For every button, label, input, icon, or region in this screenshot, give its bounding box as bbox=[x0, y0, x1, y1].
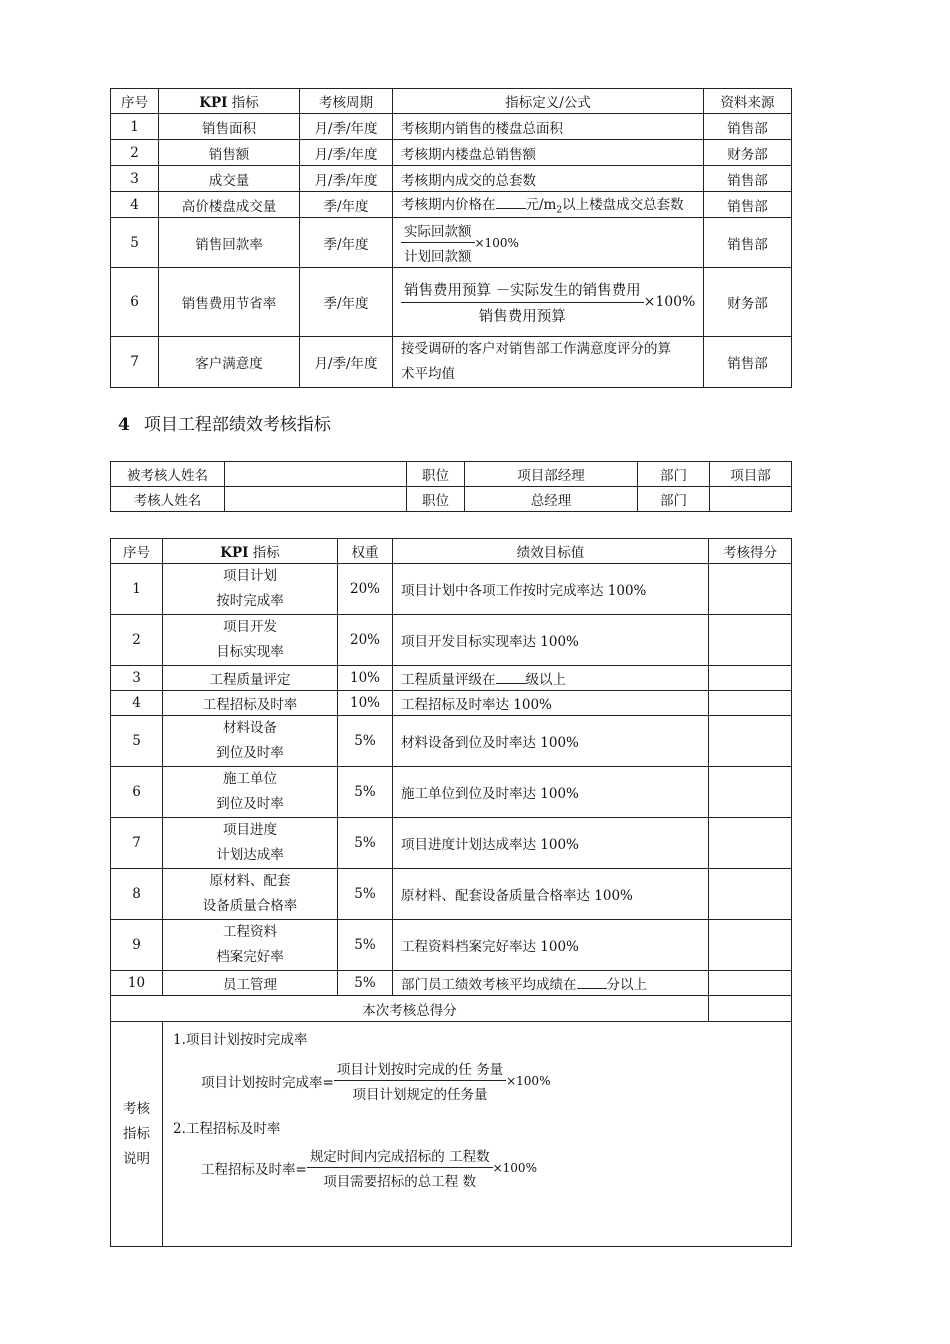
table-row bbox=[111, 818, 792, 869]
row-no: 6 bbox=[111, 268, 159, 337]
table-header-row bbox=[111, 89, 792, 114]
row-weight: 5% bbox=[338, 869, 393, 920]
score-cell[interactable] bbox=[709, 869, 792, 920]
header-target: 绩效目标值 bbox=[393, 539, 709, 564]
kpi-line-2: 计划达成率 bbox=[216, 847, 284, 863]
kpi-table-engineering bbox=[110, 538, 792, 1247]
total-row bbox=[111, 996, 792, 1022]
row-kpi: 销售额 bbox=[159, 140, 300, 166]
kpi-line-1: 项目进度 bbox=[223, 822, 277, 838]
formula bbox=[201, 1145, 791, 1190]
table-row bbox=[111, 114, 792, 140]
kpi-line-1: 项目开发 bbox=[223, 619, 277, 635]
row-weight: 5% bbox=[338, 716, 393, 767]
table-row bbox=[111, 192, 792, 218]
row-kpi bbox=[163, 767, 338, 818]
header-kpi-suffix: 指标 bbox=[252, 545, 280, 561]
table-row bbox=[111, 869, 792, 920]
multiplier: ×100% bbox=[474, 235, 519, 250]
row-weight: 20% bbox=[338, 615, 393, 666]
position-value: 总经理 bbox=[465, 487, 638, 512]
explanation-item-title: 1.项目计划按时完成率 bbox=[173, 1032, 308, 1048]
table-row bbox=[111, 166, 792, 192]
formula bbox=[401, 279, 703, 326]
row-no: 7 bbox=[111, 818, 163, 869]
multiplier: ×100% bbox=[506, 1073, 551, 1088]
def-part-c: 以上楼盘成交总套数 bbox=[562, 197, 684, 214]
row-target: 施工单位到位及时率达 100% bbox=[393, 767, 709, 818]
row-target: 项目开发目标实现率达 100% bbox=[393, 615, 709, 666]
fraction-numerator: 实际回款额 bbox=[401, 220, 475, 243]
row-no: 2 bbox=[111, 615, 163, 666]
table-row bbox=[111, 920, 792, 971]
row-weight: 10% bbox=[338, 666, 393, 691]
target-part-a: 工程质量评级在 bbox=[401, 672, 496, 688]
kpi-line-2: 目标实现率 bbox=[216, 644, 284, 660]
row-weight: 10% bbox=[338, 691, 393, 716]
table-row bbox=[111, 666, 792, 691]
kpi-line-1: 工程资料 bbox=[223, 924, 277, 940]
fraction-numerator: 销售费用预算 －实际发生的销售费用 bbox=[401, 279, 644, 303]
row-period: 季/年度 bbox=[300, 268, 393, 337]
row-target: 项目计划中各项工作按时完成率达 100% bbox=[393, 564, 709, 615]
department-value: 项目部 bbox=[710, 462, 792, 487]
row-formula bbox=[393, 268, 704, 337]
score-cell[interactable] bbox=[709, 564, 792, 615]
kpi-line-2: 到位及时率 bbox=[216, 745, 284, 761]
assessor-name-field[interactable] bbox=[225, 487, 407, 512]
explanation-content bbox=[163, 1022, 792, 1247]
explanation-label-line: 说明 bbox=[123, 1150, 150, 1167]
row-no: 5 bbox=[111, 716, 163, 767]
row-weight: 5% bbox=[338, 920, 393, 971]
row-kpi bbox=[163, 716, 338, 767]
score-cell[interactable] bbox=[709, 716, 792, 767]
kpi-table-sales bbox=[110, 88, 792, 388]
row-weight: 5% bbox=[338, 767, 393, 818]
table-row bbox=[111, 218, 792, 268]
position-label: 职位 bbox=[407, 462, 465, 487]
assessee-info-table bbox=[110, 461, 792, 512]
score-cell[interactable] bbox=[709, 767, 792, 818]
row-definition bbox=[393, 337, 704, 388]
row-kpi: 销售回款率 bbox=[159, 218, 300, 268]
formula-lhs: 工程招标及时率= bbox=[201, 1161, 307, 1178]
info-row bbox=[111, 462, 792, 487]
fill-blank bbox=[577, 978, 607, 989]
multiplier: ×100% bbox=[643, 294, 696, 310]
assessor-name-label: 考核人姓名 bbox=[111, 487, 225, 512]
target-part-b: 分以上 bbox=[606, 977, 647, 993]
total-score-label: 本次考核总得分 bbox=[111, 996, 709, 1022]
row-target: 工程招标及时率达 100% bbox=[393, 691, 709, 716]
row-target: 项目进度计划达成率达 100% bbox=[393, 818, 709, 869]
row-target: 原材料、配套设备质量合格率达 100% bbox=[393, 869, 709, 920]
row-kpi: 高价楼盘成交量 bbox=[159, 192, 300, 218]
row-target: 材料设备到位及时率达 100% bbox=[393, 716, 709, 767]
row-definition: 考核期内销售的楼盘总面积 bbox=[393, 114, 704, 140]
def-part-a: 考核期内价格在 bbox=[401, 197, 496, 214]
row-weight: 5% bbox=[338, 971, 393, 996]
explanation-item-title: 2.工程招标及时率 bbox=[173, 1121, 281, 1137]
explanation-label bbox=[111, 1022, 163, 1247]
department-label: 部门 bbox=[638, 462, 710, 487]
row-weight: 20% bbox=[338, 564, 393, 615]
row-no: 9 bbox=[111, 920, 163, 971]
row-no: 10 bbox=[111, 971, 163, 996]
score-cell[interactable] bbox=[709, 666, 792, 691]
def-line-1: 接受调研的客户对销售部工作满意度评分的算 bbox=[401, 341, 671, 357]
row-source: 销售部 bbox=[704, 166, 792, 192]
score-cell[interactable] bbox=[709, 920, 792, 971]
row-formula bbox=[393, 218, 704, 268]
multiplier: ×100% bbox=[492, 1160, 537, 1175]
row-kpi: 员工管理 bbox=[163, 971, 338, 996]
row-period: 月/季/年度 bbox=[300, 166, 393, 192]
row-definition: 考核期内成交的总套数 bbox=[393, 166, 704, 192]
header-source: 资料来源 bbox=[704, 89, 792, 114]
kpi-line-1: 原材料、配套 bbox=[209, 873, 291, 889]
department-label: 部门 bbox=[638, 487, 710, 512]
explanation-label-line: 指标 bbox=[123, 1125, 150, 1142]
row-definition bbox=[393, 192, 704, 218]
target-part-b: 级以上 bbox=[525, 672, 566, 688]
header-score: 考核得分 bbox=[709, 539, 792, 564]
row-source: 销售部 bbox=[704, 218, 792, 268]
fill-blank bbox=[496, 198, 526, 209]
header-no: 序号 bbox=[111, 539, 163, 564]
row-no: 4 bbox=[111, 192, 159, 218]
kpi-line-2: 设备质量合格率 bbox=[202, 898, 298, 914]
row-kpi bbox=[163, 564, 338, 615]
fraction-denominator: 计划回款额 bbox=[404, 249, 472, 265]
kpi-line-2: 按时完成率 bbox=[216, 593, 284, 609]
row-kpi bbox=[163, 920, 338, 971]
row-target: 工程资料档案完好率达 100% bbox=[393, 920, 709, 971]
score-cell[interactable] bbox=[709, 971, 792, 996]
section-title: 项目工程部绩效考核指标 bbox=[143, 415, 331, 435]
row-no: 1 bbox=[111, 114, 159, 140]
row-source: 财务部 bbox=[704, 140, 792, 166]
fraction bbox=[401, 279, 644, 326]
row-kpi: 客户满意度 bbox=[159, 337, 300, 388]
fraction-denominator: 项目需要招标的总工程 数 bbox=[323, 1174, 477, 1190]
table-row bbox=[111, 337, 792, 388]
row-weight: 5% bbox=[338, 818, 393, 869]
row-period: 季/年度 bbox=[300, 192, 393, 218]
table-row bbox=[111, 268, 792, 337]
info-row bbox=[111, 487, 792, 512]
header-kpi bbox=[163, 539, 338, 564]
kpi-line-1: 项目计划 bbox=[223, 568, 277, 584]
row-kpi: 工程招标及时率 bbox=[163, 691, 338, 716]
row-kpi: 工程质量评定 bbox=[163, 666, 338, 691]
header-kpi-suffix: 指标 bbox=[231, 95, 259, 111]
kpi-line-1: 施工单位 bbox=[223, 771, 277, 787]
row-no: 5 bbox=[111, 218, 159, 268]
row-target bbox=[393, 971, 709, 996]
fraction-denominator: 项目计划规定的任务量 bbox=[352, 1087, 488, 1103]
row-period: 月/季/年度 bbox=[300, 337, 393, 388]
target-part-a: 部门员工绩效考核平均成绩在 bbox=[401, 977, 577, 993]
section-number: 4 bbox=[118, 415, 130, 435]
score-cell[interactable] bbox=[709, 818, 792, 869]
row-period: 季/年度 bbox=[300, 218, 393, 268]
table-row bbox=[111, 691, 792, 716]
kpi-line-2: 档案完好率 bbox=[216, 949, 284, 965]
header-kpi bbox=[159, 89, 300, 114]
def-line-2: 术平均值 bbox=[401, 366, 455, 382]
total-score-cell[interactable] bbox=[709, 996, 792, 1022]
row-no: 7 bbox=[111, 337, 159, 388]
def-sup: 2 bbox=[556, 205, 563, 216]
section-heading bbox=[118, 410, 331, 435]
header-weight: 权重 bbox=[338, 539, 393, 564]
kpi-line-2: 到位及时率 bbox=[216, 796, 284, 812]
row-no: 1 bbox=[111, 564, 163, 615]
explanation-label-line: 考核 bbox=[123, 1100, 150, 1117]
department-value[interactable] bbox=[710, 487, 792, 512]
position-label: 职位 bbox=[407, 487, 465, 512]
fraction-numerator: 项目计划按时完成的任 务量 bbox=[334, 1058, 506, 1081]
row-kpi: 销售面积 bbox=[159, 114, 300, 140]
fraction-denominator: 销售费用预算 bbox=[478, 308, 566, 325]
table-row bbox=[111, 140, 792, 166]
fraction bbox=[334, 1058, 506, 1103]
row-no: 3 bbox=[111, 666, 163, 691]
formula-lhs: 项目计划按时完成率= bbox=[201, 1074, 334, 1091]
formula bbox=[401, 220, 703, 265]
table-header-row bbox=[111, 539, 792, 564]
row-source: 销售部 bbox=[704, 337, 792, 388]
row-source: 财务部 bbox=[704, 268, 792, 337]
row-target bbox=[393, 666, 709, 691]
row-period: 月/季/年度 bbox=[300, 140, 393, 166]
row-kpi: 成交量 bbox=[159, 166, 300, 192]
header-period: 考核周期 bbox=[300, 89, 393, 114]
explanation-row bbox=[111, 1022, 792, 1247]
table-row bbox=[111, 716, 792, 767]
header-definition: 指标定义/公式 bbox=[393, 89, 704, 114]
fraction bbox=[307, 1145, 493, 1190]
row-no: 4 bbox=[111, 691, 163, 716]
kpi-line-1: 材料设备 bbox=[223, 720, 277, 736]
header-kpi-bold: KPI bbox=[220, 545, 249, 561]
row-period: 月/季/年度 bbox=[300, 114, 393, 140]
row-kpi bbox=[163, 869, 338, 920]
row-source: 销售部 bbox=[704, 192, 792, 218]
header-no: 序号 bbox=[111, 89, 159, 114]
table-row bbox=[111, 767, 792, 818]
row-definition: 考核期内楼盘总销售额 bbox=[393, 140, 704, 166]
row-no: 6 bbox=[111, 767, 163, 818]
def-part-b: 元/m bbox=[525, 197, 557, 214]
row-kpi bbox=[163, 615, 338, 666]
table-row bbox=[111, 564, 792, 615]
score-cell[interactable] bbox=[709, 615, 792, 666]
assessee-name-label: 被考核人姓名 bbox=[111, 462, 225, 487]
fill-blank bbox=[496, 673, 526, 684]
header-kpi-bold: KPI bbox=[199, 95, 228, 111]
table-row bbox=[111, 971, 792, 996]
formula bbox=[201, 1058, 791, 1103]
row-kpi bbox=[163, 818, 338, 869]
position-value: 项目部经理 bbox=[465, 462, 638, 487]
table-row bbox=[111, 615, 792, 666]
row-no: 8 bbox=[111, 869, 163, 920]
row-no: 3 bbox=[111, 166, 159, 192]
assessee-name-field[interactable] bbox=[225, 462, 407, 487]
row-kpi: 销售费用节省率 bbox=[159, 268, 300, 337]
score-cell[interactable] bbox=[709, 691, 792, 716]
row-no: 2 bbox=[111, 140, 159, 166]
fraction bbox=[401, 220, 475, 265]
fraction-numerator: 规定时间内完成招标的 工程数 bbox=[307, 1145, 493, 1168]
row-source: 销售部 bbox=[704, 114, 792, 140]
